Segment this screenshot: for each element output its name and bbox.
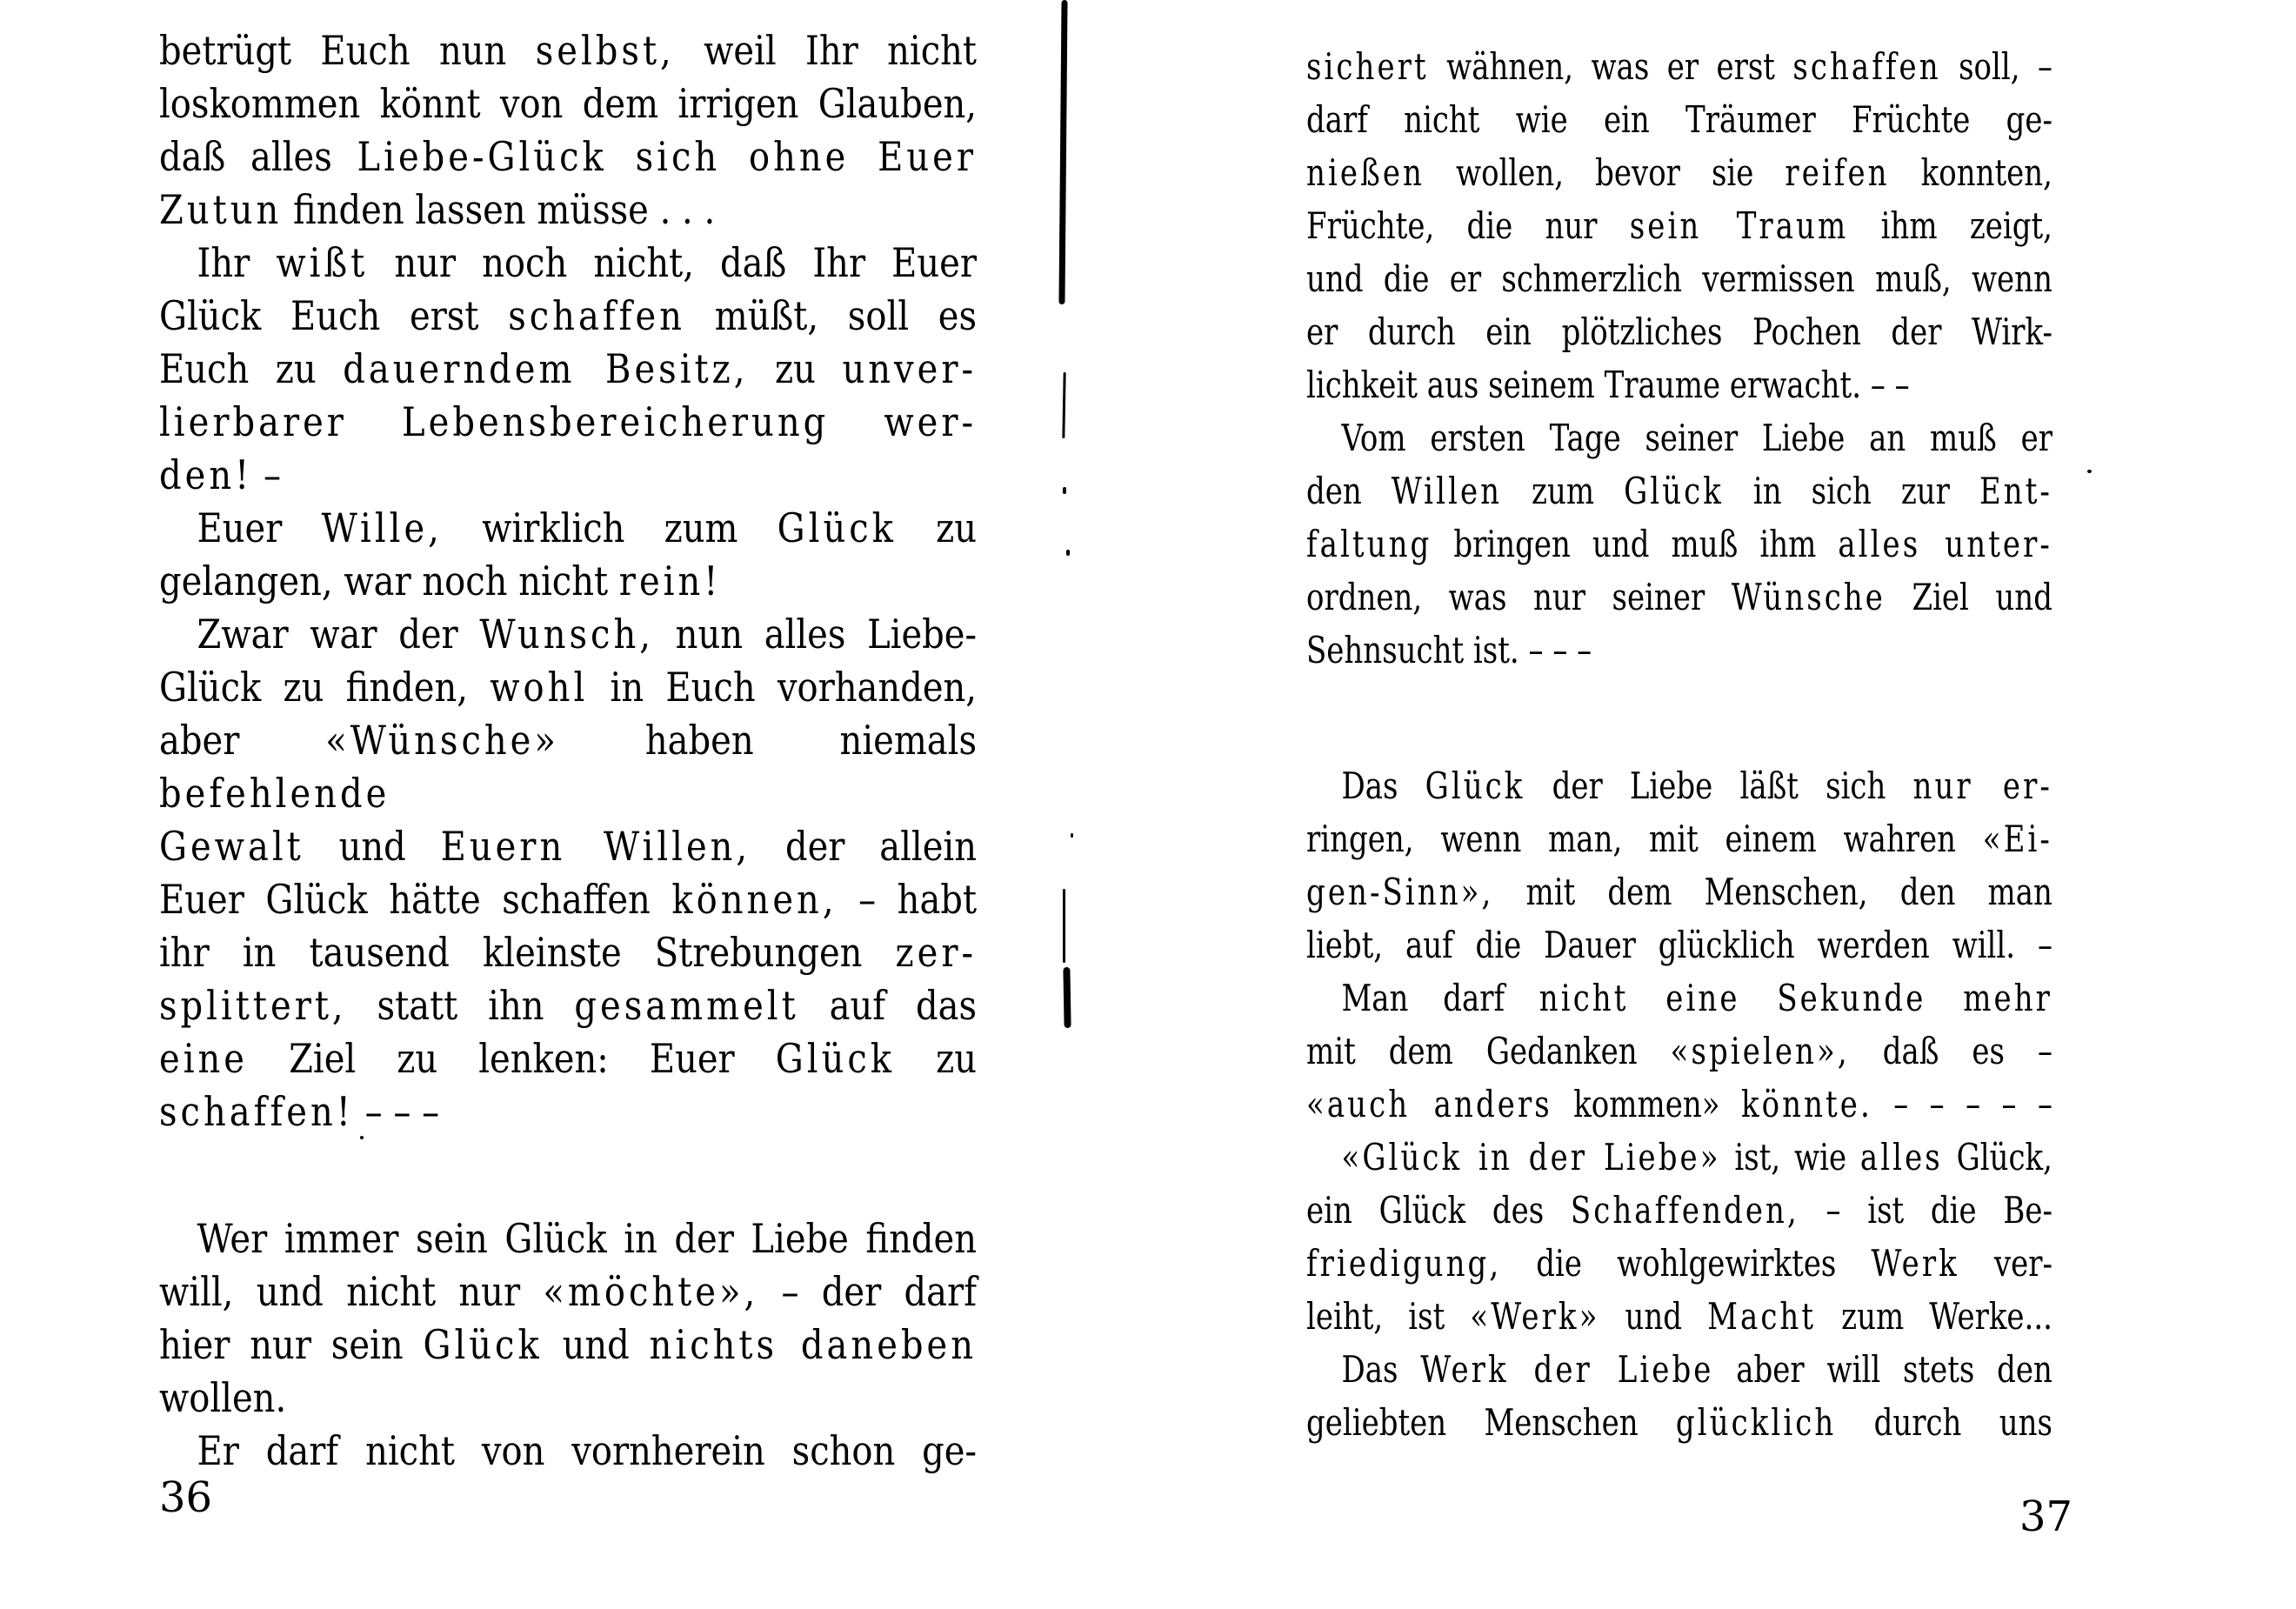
text-line [1306, 1343, 2052, 1396]
text-line [159, 979, 977, 1032]
text-line [159, 714, 977, 820]
emphasized-text: Wünsche [1731, 576, 1886, 618]
emphasized-text: nießen [1306, 151, 1425, 194]
text-line [1306, 1184, 2052, 1237]
emphasized-text: gen-Sinn», [1306, 871, 1494, 913]
text-line [159, 1319, 977, 1372]
text-segment: konnten, [1889, 151, 2052, 194]
gutter-mark [1058, 0, 1067, 304]
text-segment: ringen, wenn man, mit einem wahren [1306, 818, 1983, 860]
text-segment: mit dem Menschen, den man [1493, 871, 2052, 913]
text-segment: daß alles [159, 133, 357, 180]
text-line [159, 1032, 977, 1085]
scan-speck [360, 1136, 364, 1139]
page-number-left: 36 [159, 1473, 213, 1522]
emphasized-text: splittert, [159, 982, 347, 1029]
text-segment: er durch ein plötzliches Pochen der Wirk- [1306, 310, 2052, 353]
text-line [1306, 305, 2052, 358]
text-line [159, 237, 977, 290]
emphasized-text: nichts daneben [649, 1321, 978, 1368]
emphasized-text: Gewalt [159, 823, 304, 870]
page-right-text-column [1306, 40, 2052, 1449]
text-line [1306, 812, 2052, 865]
emphasized-text: Glück [775, 1035, 896, 1082]
text-line [1306, 517, 2052, 571]
emphasized-text: können, [671, 876, 838, 923]
text-segment: durch uns [1836, 1401, 2052, 1444]
text-segment: Euer [197, 504, 322, 551]
emphasized-text: Willen [1391, 470, 1503, 512]
text-line [159, 449, 977, 502]
text-segment: Sehnsucht ist. – – – [1306, 629, 1592, 671]
text-segment: – – – [353, 1088, 440, 1135]
text-segment: ihm zeigt, [1848, 204, 2052, 247]
emphasized-text: faltung [1306, 523, 1432, 565]
text-segment: Glück, [1942, 1136, 2052, 1178]
text-segment: hier nur sein [159, 1321, 424, 1368]
emphasized-text: «Glück in der Liebe» [1341, 1136, 1721, 1178]
text-segment: Euer Glück hätte schaffen [159, 876, 672, 923]
text-segment: Vom ersten Tage seiner Liebe an muß er [1341, 417, 2052, 459]
emphasized-text: gesammelt [574, 982, 799, 1029]
text-line [1306, 40, 2052, 93]
text-segment: – der darf [758, 1268, 978, 1315]
text-line [1306, 1290, 2052, 1343]
text-segment: und [1599, 1295, 1708, 1338]
text-segment: nur noch nicht, daß Ihr Euer [368, 239, 978, 286]
emphasized-text: schaffen! [159, 1088, 354, 1135]
text-line [159, 820, 977, 873]
text-segment: wähnen, was er erst [1428, 45, 1793, 88]
text-segment: auf das [798, 982, 978, 1029]
text-line [159, 184, 977, 237]
text-segment: Früchte, die nur [1306, 204, 1630, 247]
text-line [1306, 411, 2052, 464]
text-line [159, 661, 977, 714]
text-line [1306, 918, 2052, 971]
text-segment: Das [1341, 764, 1425, 807]
emphasized-text: Glück [777, 504, 897, 551]
text-line [1306, 252, 2052, 305]
text-segment: wirklich zum [442, 504, 778, 551]
text-line [1306, 93, 2052, 146]
text-line [1306, 1078, 2052, 1131]
text-segment: – habt [837, 876, 978, 923]
text-line [1306, 464, 2052, 517]
text-line [159, 396, 977, 449]
text-segment: zu [895, 1035, 978, 1082]
text-segment: Das [1341, 1348, 1421, 1391]
text-segment: nun alles Liebe- [653, 611, 978, 658]
text-segment: betrügt Euch nun [159, 27, 536, 74]
text-segment: Ziel und [1885, 576, 2052, 618]
text-segment: statt ihn [346, 982, 575, 1029]
text-segment: wollen, bevor sie [1424, 151, 1785, 194]
text-segment: müßt, soll es [684, 292, 978, 339]
emphasized-text: könnte. [1740, 1083, 1872, 1125]
text-segment: ver- [1959, 1242, 2052, 1285]
text-segment: aber [159, 717, 326, 764]
text-line [1306, 1237, 2052, 1290]
text-segment: aber will stets den [1713, 1348, 2052, 1391]
text-segment: Zwar war der [197, 611, 480, 658]
page-number-right: 37 [2019, 1492, 2073, 1541]
emphasized-text: Glück [1425, 764, 1525, 807]
text-line [159, 1085, 977, 1138]
text-segment: – [252, 451, 281, 498]
text-segment: zu [748, 345, 843, 392]
text-line [159, 130, 977, 184]
text-segment: ein Glück des [1306, 1189, 1571, 1232]
text-segment: zum Werke... [1816, 1295, 2052, 1338]
text-segment: geliebten Menschen [1306, 1401, 1676, 1444]
text-line [1306, 624, 2052, 677]
text-segment: und [542, 1321, 650, 1368]
emphasized-text: schaffen [1792, 45, 1941, 88]
gutter-mark [1071, 833, 1073, 838]
text-segment: haben niemals [558, 717, 978, 764]
text-segment: kommen» [1552, 1083, 1741, 1125]
text-line [1306, 571, 2052, 624]
emphasized-text: reifen [1785, 151, 1890, 194]
emphasized-text: nur er- [1912, 764, 2052, 807]
emphasized-text: Ent- [1979, 470, 2052, 512]
scan-speck [2087, 470, 2092, 473]
text-segment: will, und nicht nur [159, 1268, 544, 1315]
text-segment: der allein [751, 823, 978, 870]
emphasized-text: Glück [423, 1321, 543, 1368]
text-segment: loskommen könnt von dem irrigen Glauben, [159, 80, 978, 127]
emphasized-text: Macht [1707, 1295, 1817, 1338]
text-segment: darf nicht wie ein Träumer Früchte ge- [1306, 98, 2052, 141]
text-line [1306, 1396, 2052, 1449]
text-line [1306, 199, 2052, 252]
gutter-mark [1063, 889, 1065, 963]
emphasized-text: glücklich [1675, 1401, 1837, 1444]
emphasized-text: «Wünsche» [325, 717, 559, 764]
text-line [1306, 146, 2052, 199]
text-segment: zu [896, 504, 978, 551]
text-line [159, 1372, 977, 1425]
emphasized-text: friedigung, [1306, 1242, 1502, 1285]
emphasized-text: wißt [276, 239, 369, 286]
text-segment: soll, – [1940, 45, 2052, 88]
emphasized-text: Zutun [159, 186, 283, 233]
text-segment: in sich zur [1723, 470, 1979, 512]
text-segment: Er darf nicht von vornherein schon ge- [197, 1427, 978, 1474]
emphasized-text: «spielen», [1670, 1030, 1850, 1072]
text-line [1306, 865, 2052, 918]
text-segment: und [304, 823, 441, 870]
emphasized-text: lierbarer Lebensbereicherung wer- [159, 398, 978, 445]
emphasized-text: Schaffenden, [1570, 1189, 1799, 1232]
text-segment: gelangen, war noch nicht [159, 557, 619, 604]
text-segment: – ist die Be- [1799, 1189, 2052, 1232]
emphasized-text: «möchte», [543, 1268, 759, 1315]
emphasized-text: wohl [490, 664, 589, 711]
emphasized-text: den! [159, 451, 253, 498]
text-segment: und die er schmerzlich vermissen muß, wenn [1306, 257, 2052, 300]
text-segment: ihr in tausend kleinste Strebungen [159, 929, 896, 976]
text-line [159, 502, 977, 555]
emphasized-text: sichert [1306, 45, 1429, 88]
text-segment: Glück zu finden, [159, 664, 491, 711]
text-segment: Ziel zu lenken: Euer [248, 1035, 776, 1082]
emphasized-text: eine [159, 1035, 248, 1082]
emphasized-text: Wunsch, [479, 611, 654, 658]
text-line [1306, 971, 2052, 1025]
emphasized-text: rein! [618, 557, 722, 604]
text-segment: Ihr [197, 239, 277, 286]
emphasized-text: nicht eine Sekunde mehr [1538, 977, 2052, 1019]
gutter-mark [1063, 487, 1066, 494]
gutter-mark [1062, 372, 1065, 438]
emphasized-text: «Werk» [1470, 1295, 1600, 1338]
text-line [159, 1425, 977, 1478]
text-segment: zum [1502, 470, 1625, 512]
text-line [159, 77, 977, 130]
text-line [159, 873, 977, 926]
text-line [1306, 1131, 2052, 1184]
text-segment: Man darf [1341, 977, 1539, 1019]
text-line [159, 1265, 977, 1319]
emphasized-text: selbst, [535, 27, 675, 74]
emphasized-text: schaffen [508, 292, 685, 339]
text-segment: liebt, auf die Dauer glücklich werden will. – [1306, 924, 2052, 966]
text-segment: den [1306, 470, 1392, 512]
text-line [159, 608, 977, 661]
emphasized-text: «auch anders [1306, 1083, 1552, 1125]
text-line [159, 24, 977, 77]
text-line [1306, 358, 2052, 411]
emphasized-text: Werk [1871, 1242, 1959, 1285]
text-segment: der Liebe läßt sich [1525, 764, 1913, 807]
emphasized-text: Wille, [321, 504, 443, 551]
text-line [159, 290, 977, 343]
text-segment: ist, wie [1720, 1136, 1860, 1178]
text-segment: finden lassen müsse . . . [282, 186, 716, 233]
emphasized-text: Euern Willen, [440, 823, 751, 870]
text-segment: weil Ihr nicht [674, 27, 978, 74]
text-segment: ordnen, was nur seiner [1306, 576, 1732, 618]
text-line [159, 926, 977, 979]
text-segment: in Euch vorhanden, [588, 664, 978, 711]
text-segment: Euch zu [159, 345, 344, 392]
emphasized-text: alles [1859, 1136, 1943, 1178]
text-segment: Glück Euch erst [159, 292, 509, 339]
text-segment: mit dem Gedanken [1306, 1030, 1671, 1072]
text-line [159, 1212, 977, 1265]
gutter-mark [1066, 550, 1070, 556]
text-line [1306, 759, 2052, 812]
emphasized-text: Werk der Liebe [1420, 1348, 1714, 1391]
text-segment: bringen und muß ihm [1432, 523, 1839, 565]
text-segment: lichkeit aus seinem Traume erwacht. – – [1306, 364, 1910, 406]
text-line [159, 343, 977, 396]
emphasized-text: unver- [842, 345, 978, 392]
text-segment: – – – – – [1872, 1083, 2052, 1125]
gutter-mark [1063, 967, 1071, 1028]
emphasized-text: zer- [895, 929, 978, 976]
text-segment: leiht, ist [1306, 1295, 1471, 1338]
emphasized-text: «Ei- [1982, 818, 2052, 860]
emphasized-text: Liebe-Glück sich ohne Euer [357, 133, 978, 180]
emphasized-text: befehlende [159, 770, 390, 817]
emphasized-text: dauerndem Besitz, [343, 345, 749, 392]
text-segment: wollen. [159, 1374, 287, 1421]
text-segment: die wohlgewirktes [1501, 1242, 1872, 1285]
text-line [159, 555, 977, 608]
text-segment: Wer immer sein Glück in der Liebe finden [197, 1215, 978, 1262]
text-line [1306, 1025, 2052, 1078]
emphasized-text: alles unter- [1838, 523, 2052, 565]
page-left-text-column [159, 24, 977, 1478]
emphasized-text: sein Traum [1629, 204, 1849, 247]
emphasized-text: Glück [1624, 470, 1724, 512]
text-segment: daß es – [1849, 1030, 2052, 1072]
